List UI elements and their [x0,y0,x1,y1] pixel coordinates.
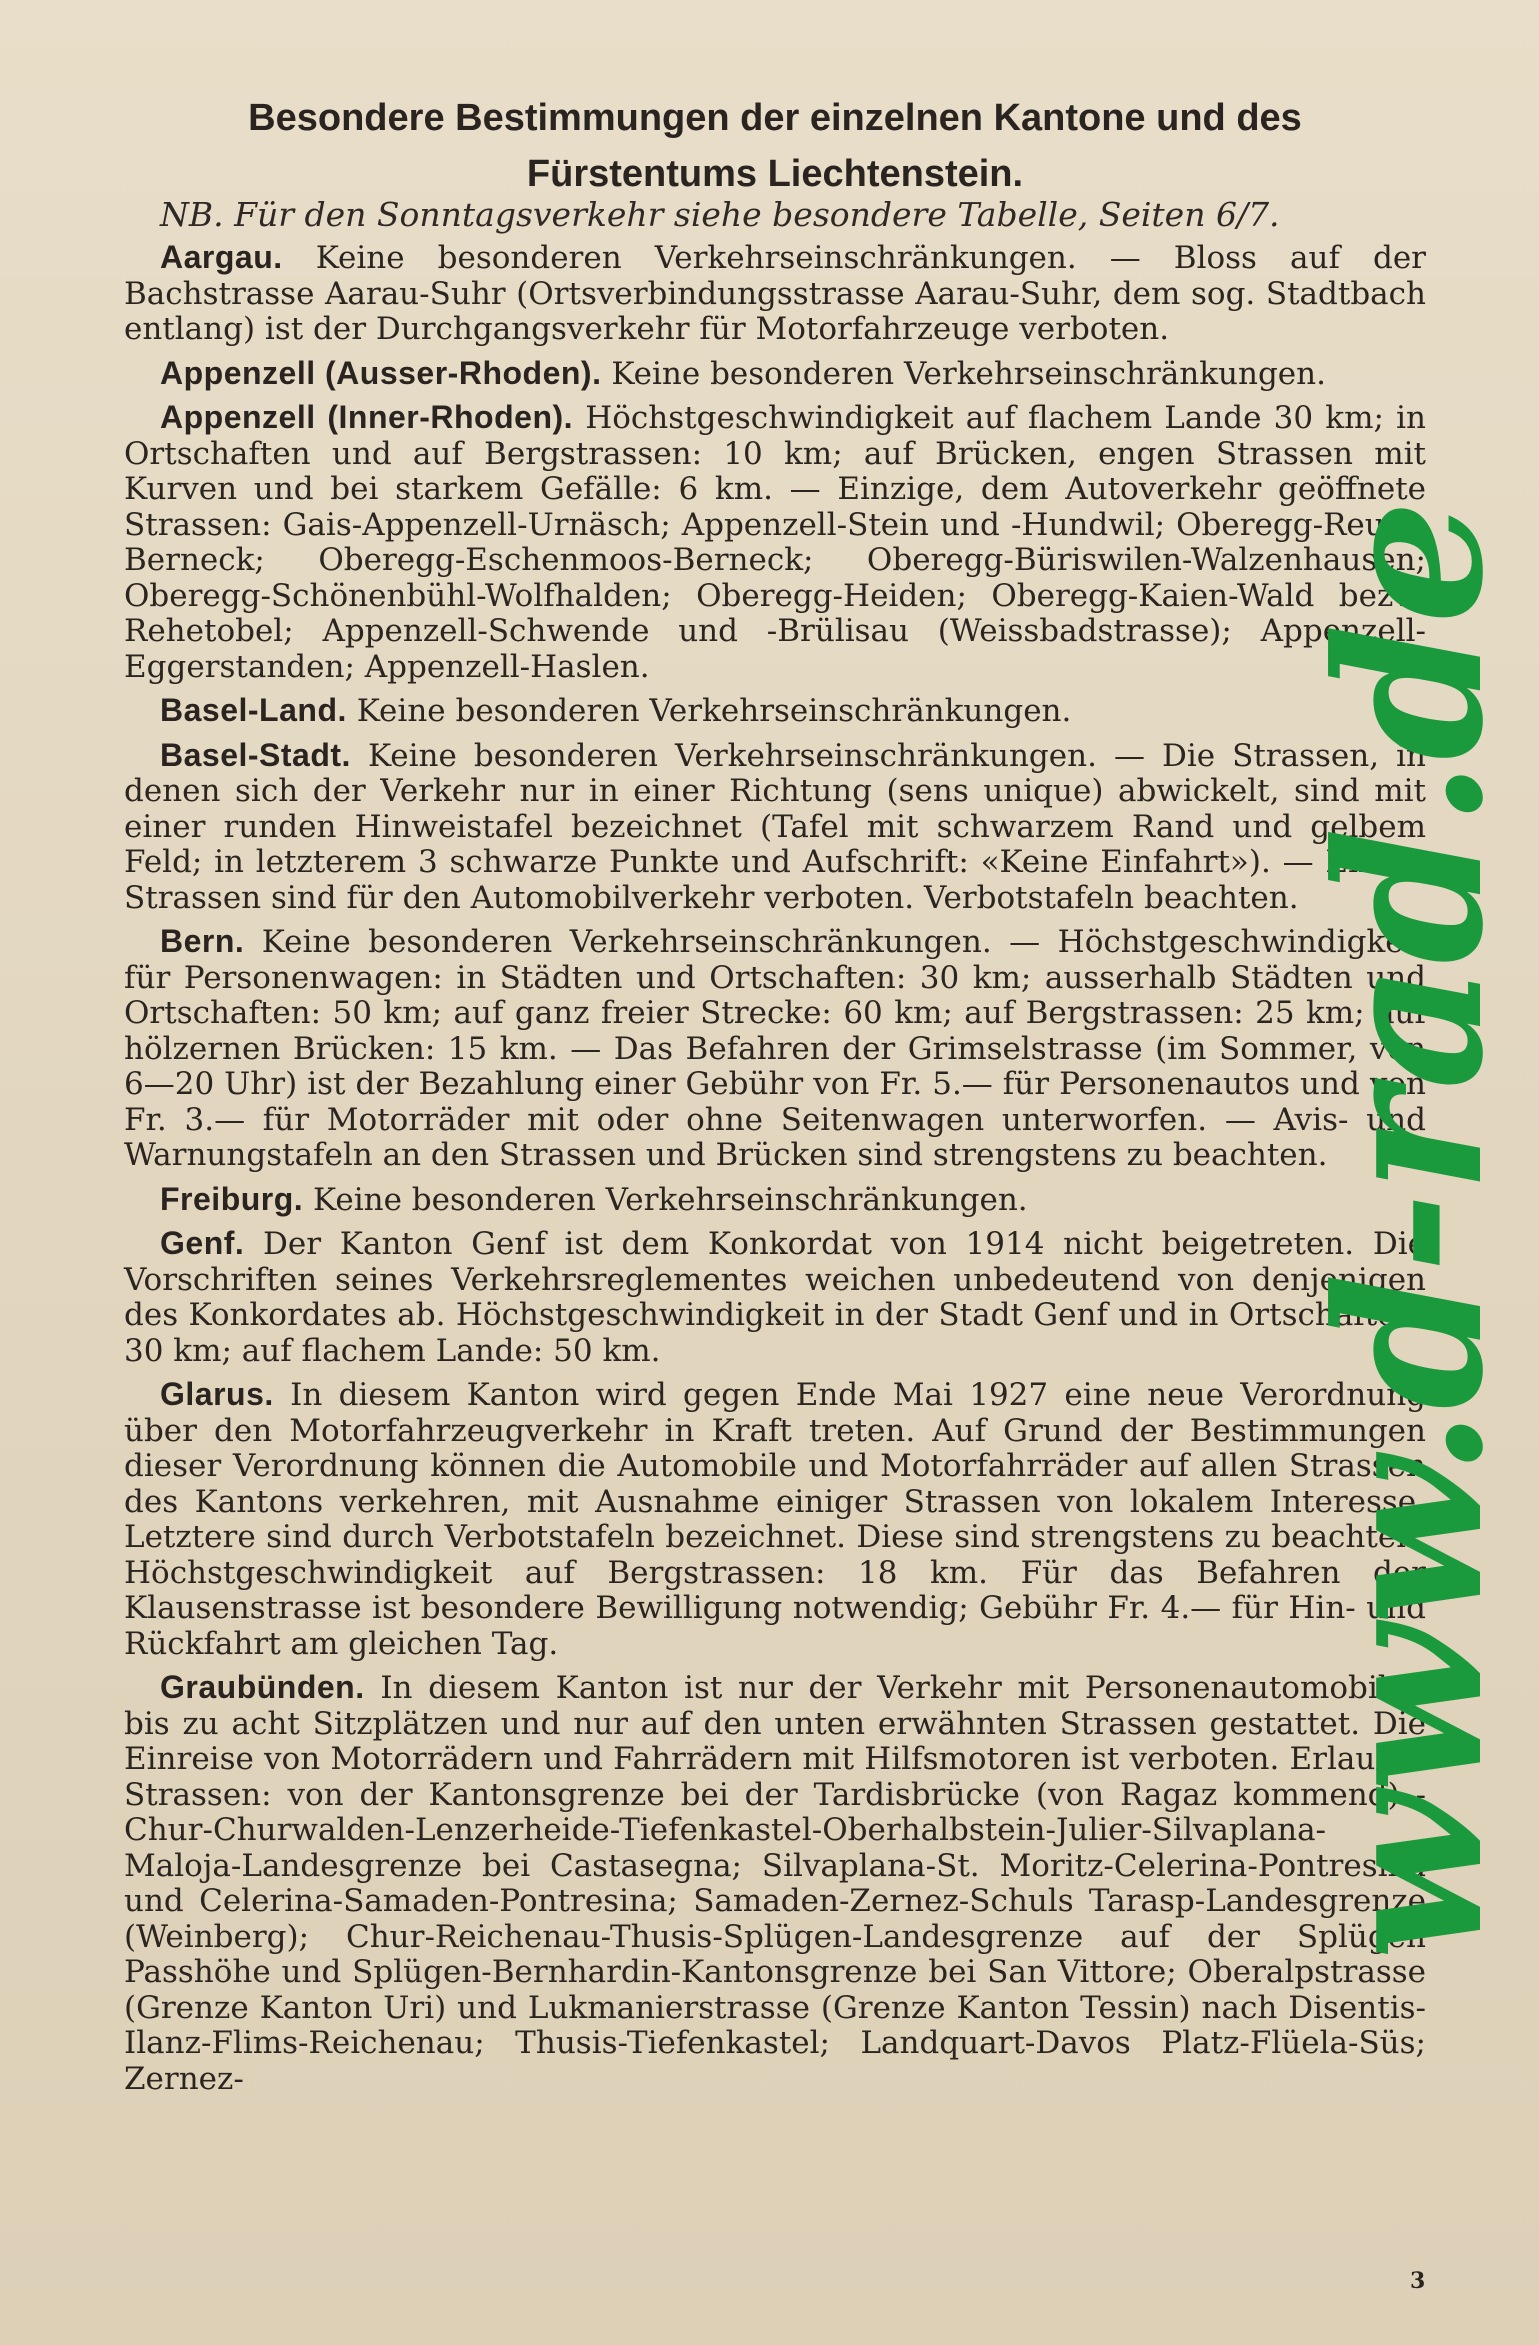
canton-regulations [124,240,1426,2105]
canton-name: Graubünden. [160,1669,365,1705]
entry-text: Keine besonderen Verkehrseinschränkungen. [356,693,1072,729]
sunday-traffic-note: NB. Für den Sonntagsverkehr siehe besondere Tabelle, Seiten 6/7. [160,195,1280,234]
entry-text: Keine besonderen Verkehrseinschränkungen. [313,1181,1028,1218]
entry-appenzell-ausser-rhoden [124,356,1426,393]
entry-text: Höchstgeschwindigkeit auf flachem Lande 30 km; in Ortschaften und auf Bergstrassen: 10 km; auf Brücken, engen Strassen mit Kurven und bei starkem Gefälle: 6 km. — Einzige, dem Autoverkehr geöffnete Strassen: Gais-Appenzell-Urnäsch; Appenzell-Stein und -Hundwil; Oberegg-Reute-Berneck; Oberegg-Eschenmoos-Berneck; Oberegg-Büriswilen-Walzenhausen; Oberegg-Schönenbühl-Wolfhalden; Oberegg-Heiden; Oberegg-Kaien-Wald bezw. Rehetobel; Appenzell-Schwende und -Brülisau (Weissbadstrasse); Appenzell-Eggerstanden; Appenzell-Haslen. [124,400,1426,685]
page-number: 3 [1410,2268,1426,2294]
page-title [120,90,1430,202]
entry-genf [124,1226,1426,1369]
canton-name: Appenzell (Inner-Rhoden). [160,399,574,435]
entry-text: Der Kanton Genf ist dem Konkordat von 1914 nicht beigetreten. Die Vorschriften seines Verkehrsreglementes weichen unbedeutend von denjenigen des Konkordates ab. Höchstgeschwindigkeit in der Stadt Genf und in Ortschaften: 30 km; auf flachem Lande: 50 km. [124,1226,1426,1369]
entry-aargau [124,240,1426,348]
entry-basel-stadt [124,738,1426,917]
canton-name: Appenzell (Ausser-Rhoden). [160,354,602,391]
canton-name: Aargau. [160,239,283,275]
entry-text: Keine besonderen Verkehrseinschränkungen. [611,355,1326,392]
title-line-2: Fürstentums Liechtenstein. [526,153,1024,195]
entry-text: In diesem Kanton ist nur der Verkehr mit Personenautomobilen bis zu acht Sitzplätzen und nur auf den unten erwähnten Strassen gestattet. Die Einreise von Motorrädern und Fahrrädern mit Hilfsmotoren ist verboten. Erlaubte Strassen: von der Kantonsgrenze bei der Tardisbrücke (von Ragaz kommend) -Chur-Churwalden-Lenzerheide-Tiefenkastel-Oberhalbstein-Julier-Silvaplana-Maloja-Landesgrenze bei Castasegna; Silvaplana-St. Moritz-Celerina-Pontresina und Celerina-Samaden-Pontresina; Samaden-Zernez-Schuls Tarasp-Landesgrenze (Weinberg); Chur-Reichenau-Thusis-Splügen-Landesgrenze auf der Splügen Passhöhe und Splügen-Bernhardin-Kantonsgrenze bei San Vittore; Oberalpstrasse (Grenze Kanton Uri) und Lukmanierstrasse (Grenze Kanton Tessin) nach Disentis-Ilanz-Flims-Reichenau; Thusis-Tiefenkastel; Landquart-Davos Platz-Flüela-Süs; Zernez- [124,1670,1427,2097]
entry-bern [124,924,1426,1174]
entry-text: Keine besonderen Verkehrseinschränkungen. — Bloss auf der Bachstrasse Aarau-Suhr (Ortsverbindungsstrasse Aarau-Suhr, dem sog. Stadtbach entlang) ist der Durchgangsverkehr für Motorfahrzeuge verboten. [124,240,1426,347]
entry-text: Keine besonderen Verkehrseinschränkungen. — Höchstgeschwindigkeit für Personenwagen: in Städten und Ortschaften: 30 km; ausserhalb Städten und Ortschaften: 50 km; auf ganz freier Strecke: 60 km; auf Bergstrassen: 25 km; auf hölzernen Brücken: 15 km. — Das Befahren der Grimselstrasse (im Sommer, von 6—20 Uhr) ist der Bezahlung einer Gebühr von Fr. 5.— für Personenautos und von Fr. 3.— für Motorräder mit oder ohne Seitenwagen unterworfen. — Avis- und Warnungstafeln an den Strassen und Brücken sind strengstens zu beachten. [124,924,1427,1173]
watermark-text: www.d-rad.de [1293,459,1528,1960]
entry-text: Keine besonderen Verkehrseinschränkungen. — Die Strassen, in denen sich der Verkehr nur in einer Richtung (sens unique) abwickelt, sind mit einer runden Hinweistafel bezeichnet (Tafel mit schwarzem Rand und gelbem Feld; in letzterem 3 schwarze Punkte und Aufschrift: «Keine Einfahrt»). — Einige Strassen sind für den Automobilverkehr verboten. Verbotstafeln beachten. [124,737,1426,916]
canton-name: Bern. [160,923,245,959]
canton-name: Basel-Land. [160,692,347,728]
entry-graubuenden [124,1670,1426,2097]
watermark-graphic [1293,459,1528,1980]
entry-basel-land [124,693,1426,730]
canton-name: Freiburg. [160,1180,304,1217]
canton-name: Glarus. [160,1376,274,1412]
entry-text: In diesem Kanton wird gegen Ende Mai 1927 eine neue Verordnung über den Motorfahrzeugverkehr in Kraft treten. Auf Grund der Bestimmungen dieser Verordnung können die Automobile und Motorfahrräder auf allen Strassen des Kantons verkehren, mit Ausnahme einiger Strassen von lokalem Interesse. Letztere sind durch Verbotstafeln bezeichnet. Diese sind strengstens zu beachten. Höchstgeschwindigkeit auf Bergstrassen: 18 km. Für das Befahren der Klausenstrasse ist besondere Bewilligung notwendig; Gebühr Fr. 4.— für Hin- und Rückfahrt am gleichen Tag. [124,1377,1427,1662]
entry-appenzell-inner-rhoden [124,400,1426,685]
entry-freiburg [124,1182,1426,1219]
canton-name: Genf. [160,1225,245,1261]
title-line-1: Besondere Bestimmungen der einzelnen Kantone und des [248,97,1302,139]
canton-name: Basel-Stadt. [160,736,351,773]
watermark-logo [1293,459,1528,1980]
entry-glarus [124,1377,1426,1662]
